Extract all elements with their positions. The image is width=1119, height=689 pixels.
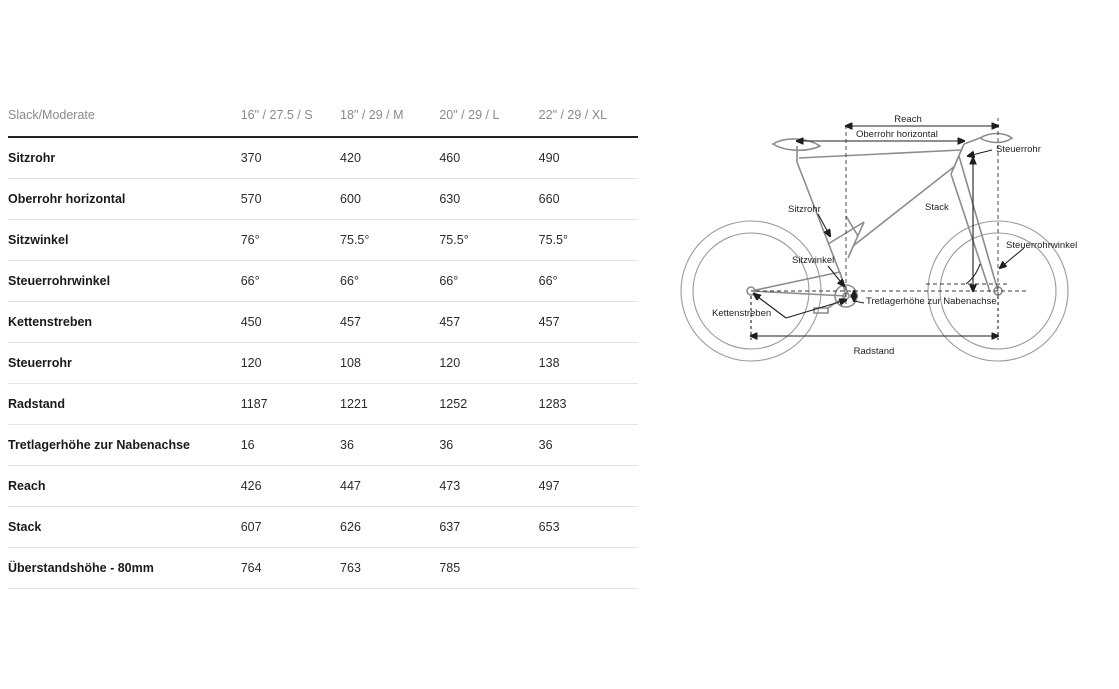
row-value: 785 (439, 561, 461, 575)
table-row (8, 507, 638, 548)
table-row (8, 466, 638, 507)
diagram-label-oberrohr-horizontal: Oberrohr horizontal (856, 129, 938, 140)
row-value: 763 (340, 561, 361, 575)
row-value: 457 (340, 315, 361, 329)
row-value: 66° (240, 274, 260, 288)
row-value: 66° (538, 274, 558, 288)
row-value: 630 (439, 192, 461, 206)
row-value: 1252 (439, 397, 468, 411)
row-value: 66° (340, 274, 359, 288)
row-value: 1221 (340, 397, 368, 411)
row-value: 473 (439, 479, 461, 493)
bike-geometry-diagram (668, 96, 1108, 381)
row-label: Steuerrohrwinkel (8, 274, 111, 288)
table-body (8, 137, 638, 589)
row-value: 76° (240, 233, 260, 247)
row-value: 120 (240, 356, 262, 370)
column-header-variant: Slack/Moderate (8, 108, 95, 122)
table-row (8, 179, 638, 220)
row-label: Tretlagerhöhe zur Nabenachse (8, 438, 191, 452)
diagram-label-steuerrohrwinkel: Steuerrohrwinkel (1006, 240, 1078, 251)
diagram-label-reach: Reach (894, 114, 922, 125)
row-value: 447 (340, 479, 361, 493)
row-value: 653 (538, 520, 560, 534)
table-row (8, 220, 638, 261)
row-value: 607 (240, 520, 262, 534)
row-value: 1187 (240, 397, 268, 411)
table-row (8, 137, 638, 179)
row-value: 120 (439, 356, 461, 370)
row-label: Steuerrohr (8, 356, 72, 370)
row-value: 138 (538, 356, 560, 370)
column-header-size-s: 16" / 27.5 / S (240, 108, 313, 122)
row-label: Sitzrohr (8, 151, 56, 165)
column-header-size-m: 18" / 29 / M (340, 108, 404, 122)
diagram-label-steuerrohr: Steuerrohr (996, 144, 1041, 155)
row-value: 457 (439, 315, 461, 329)
row-value: 36 (439, 438, 454, 452)
diagram-label-sitzwinkel: Sitzwinkel (792, 255, 835, 266)
row-value: 370 (240, 151, 262, 165)
row-value: 66° (439, 274, 459, 288)
row-value: 426 (240, 479, 262, 493)
row-label: Radstand (8, 397, 65, 411)
diagram-label-stack: Stack (925, 202, 949, 213)
geometry-table (8, 108, 638, 589)
row-label: Kettenstreben (8, 315, 93, 329)
row-value: 460 (439, 151, 461, 165)
diagram-label-kettenstreben: Kettenstreben (712, 308, 772, 319)
row-label: Stack (8, 520, 42, 534)
row-value: 36 (538, 438, 553, 452)
column-header-size-l: 20" / 29 / L (439, 108, 500, 122)
diagram-label-tretlagerhoehe: Tretlagerhöhe zur Nabenachse (866, 296, 997, 307)
diagram-label-radstand: Radstand (853, 346, 895, 357)
row-value: 75.5° (439, 233, 469, 247)
table-header (8, 108, 638, 137)
table-row (8, 343, 638, 384)
table-row (8, 425, 638, 466)
row-value: 75.5° (340, 233, 370, 247)
row-value: 16 (240, 438, 255, 452)
row-value: 600 (340, 192, 361, 206)
row-value: 637 (439, 520, 461, 534)
row-value: 420 (340, 151, 361, 165)
row-value: 450 (240, 315, 262, 329)
row-value: 626 (340, 520, 361, 534)
row-value (539, 548, 638, 589)
row-value: 660 (538, 192, 560, 206)
table-header-row (8, 108, 638, 137)
row-value: 75.5° (538, 233, 568, 247)
diagram-label-sitzrohr: Sitzrohr (788, 204, 821, 215)
row-value: 570 (240, 192, 262, 206)
table-row (8, 384, 638, 425)
row-value: 764 (240, 561, 262, 575)
row-label: Oberrohr horizontal (8, 192, 126, 206)
table-row (8, 261, 638, 302)
row-label: Sitzwinkel (8, 233, 69, 247)
table-row (8, 548, 638, 589)
row-value: 457 (538, 315, 560, 329)
row-value: 497 (538, 479, 560, 493)
row-value: 108 (340, 356, 361, 370)
row-value: 1283 (538, 397, 567, 411)
row-label: Überstandshöhe - 80mm (8, 561, 154, 575)
row-value: 490 (538, 151, 560, 165)
row-label: Reach (8, 479, 46, 493)
column-header-size-xl: 22" / 29 / XL (538, 108, 608, 122)
table-row (8, 302, 638, 343)
row-value: 36 (340, 438, 354, 452)
